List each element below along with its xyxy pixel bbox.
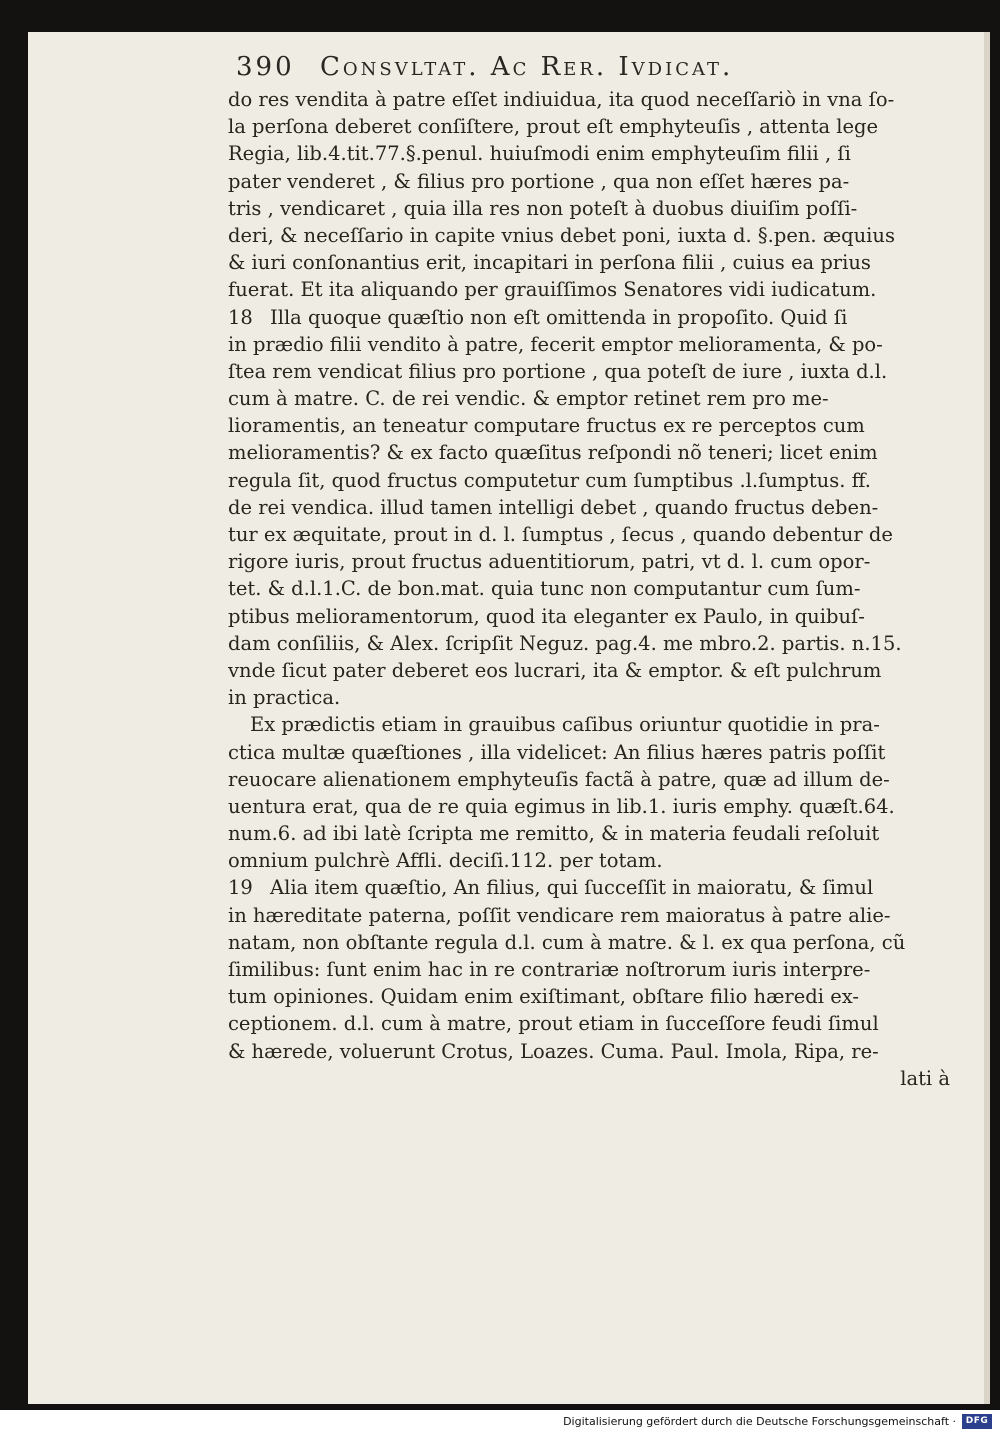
text-line: num.6. ad ibi latè ſcripta me remitto, & in materia feudali reſoluit bbox=[228, 822, 880, 846]
text-line-indented bbox=[228, 711, 950, 738]
text-line: ptibus melioramentorum, quod ita eleganter ex Paulo, in quibuſ- bbox=[228, 604, 865, 628]
text-line: cum à matre. C. de rei vendic. & emptor retinet rem pro me- bbox=[228, 387, 829, 411]
body-text bbox=[228, 86, 950, 1092]
text-line: do res vendita à patre eſſet indiuidua, ita quod neceſſariò in vna ſo- bbox=[228, 88, 895, 111]
text-line: ctica multæ quæſtiones , illa videlicet: An filius hæres patris poſſit bbox=[228, 740, 886, 764]
text-line: & hærede, voluerunt Crotus, Loazes. Cuma. Paul. Imola, Ripa, re- bbox=[228, 1039, 879, 1063]
dfg-logo: DFG bbox=[962, 1414, 992, 1429]
text-line-content: Ex prædictis etiam in grauibus caſibus oriuntur quotidie in pra- bbox=[250, 713, 880, 737]
text-line: omnium pulchrè Affli. deciſi.112. per totam. bbox=[228, 849, 663, 873]
text-line: ſimilibus: ſunt enim hac in re contrariæ noſtrorum iuris interpre- bbox=[228, 958, 871, 981]
text-line: uentura erat, qua de re quia egimus in lib.1. iuris emphy. quæſt.64. bbox=[228, 794, 895, 818]
marginal-number: 18 bbox=[228, 305, 253, 329]
text-line: tet. & d.l.1.C. de bon.mat. quia tunc non computantur cum ſum- bbox=[228, 577, 861, 601]
text-line: ceptionem. d.l. cum à matre, prout etiam in ſucceſſore feudi ſimul bbox=[228, 1012, 879, 1036]
text-line: fuerat. Et ita aliquando per grauiſſimos Senatores vidi iudicatum. bbox=[228, 278, 877, 302]
catchword: lati à bbox=[900, 1066, 950, 1090]
running-title: Consvltat. Ac Rer. Ivdicat. bbox=[320, 52, 734, 82]
text-line-numbered bbox=[228, 304, 950, 331]
text-line: regula ſit, quod fructus computetur cum ſumptibus .l.ſumptus. ff. bbox=[228, 468, 871, 492]
text-line: vnde ſicut pater deberet eos lucrari, ita & emptor. & eſt pulchrum bbox=[228, 658, 882, 682]
marginal-number: 19 bbox=[228, 876, 253, 900]
text-line: in practica. bbox=[228, 686, 341, 710]
text-line: & iuri conſonantius erit, incapitari in perſona filii , cuius ea prius bbox=[228, 251, 871, 275]
text-line: la perſona deberet conſiſtere, prout eſt emphyteuſis , attenta lege bbox=[228, 115, 879, 139]
text-line: tur ex æquitate, prout in d. l. ſumptus , ſecus , quando debentur de bbox=[228, 523, 893, 546]
text-line-content: Illa quoque quæſtio non eſt omittenda in propoſito. Quid ſi bbox=[270, 305, 848, 329]
text-line: Regia, lib.4.tit.77.§.penul. huiuſmodi enim emphyteuſim filii , ſi bbox=[228, 142, 851, 166]
text-line: natam, non obſtante regula d.l. cum à matre. & l. ex qua perſona, cũ bbox=[228, 930, 906, 954]
text-line: ſtea rem vendicat filius pro portione , qua poteſt de iure , iuxta d.l. bbox=[228, 359, 888, 383]
text-line: dam conſiliis, & Alex. ſcripſit Neguz. pag.4. me mbro.2. partis. n.15. bbox=[228, 631, 902, 655]
text-line: lioramentis, an teneatur computare fructus ex re perceptos cum bbox=[228, 414, 865, 438]
page-header bbox=[236, 52, 956, 82]
digitization-footer bbox=[0, 1410, 1000, 1433]
text-line: melioramentis? & ex facto quæſitus reſpondi nõ teneri; licet enim bbox=[228, 441, 878, 465]
text-line: deri, & neceſſario in capite vnius debet poni, iuxta d. §.pen. æquius bbox=[228, 223, 895, 247]
text-line: rigore iuris, prout fructus aduentitiorum, patri, vt d. l. cum opor- bbox=[228, 550, 871, 574]
text-line: reuocare alienationem emphyteuſis factã à patre, quæ ad illum de- bbox=[228, 767, 890, 791]
text-line: de rei vendica. illud tamen intelligi debet , quando fructus deben- bbox=[228, 495, 879, 519]
funding-notice: Digitalisierung gefördert durch die Deutsche Forschungsgemeinschaft · bbox=[563, 1415, 956, 1428]
text-line: tris , vendicaret , quia illa res non poteſt à duobus diuiſim poſſi- bbox=[228, 196, 858, 220]
text-line: tum opiniones. Quidam enim exiſtimant, obſtare filio hæredi ex- bbox=[228, 985, 859, 1009]
text-line: in prædio filii vendito à patre, fecerit emptor melioramenta, & po- bbox=[228, 332, 883, 356]
text-line-content: Alia item quæſtio, An filius, qui ſucceſſit in maioratu, & ſimul bbox=[270, 876, 874, 900]
text-line: pater venderet , & filius pro portione , qua non eſſet hæres pa- bbox=[228, 169, 850, 193]
text-line-numbered bbox=[228, 874, 950, 901]
folio-number: 390 bbox=[236, 52, 295, 82]
text-line: in hæreditate paterna, poſſit vendicare rem maioratus à patre alie- bbox=[228, 903, 891, 927]
